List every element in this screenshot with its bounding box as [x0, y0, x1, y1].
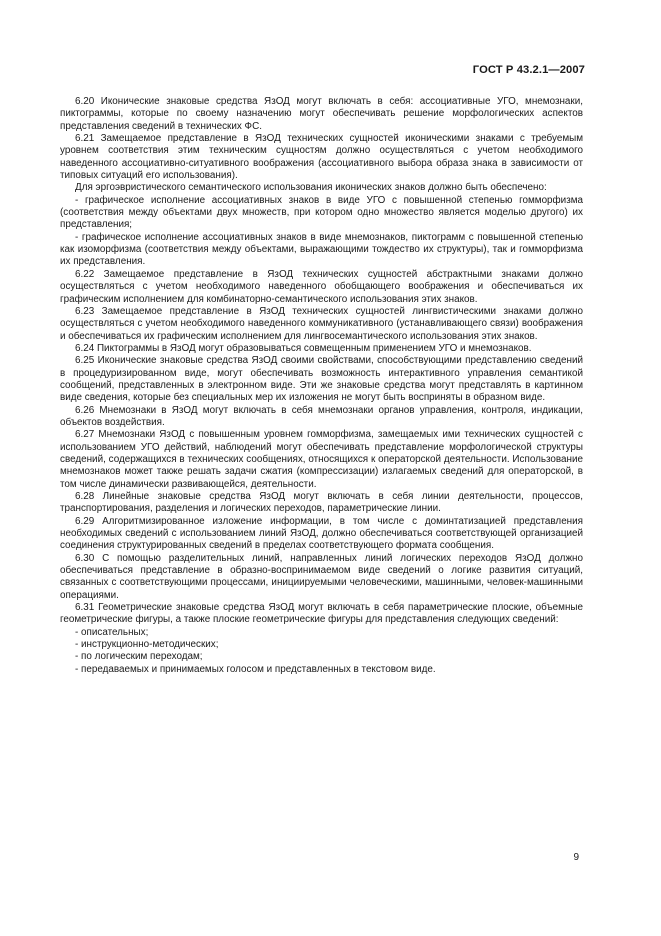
paragraph-intro: Для эргоэвристического семантического использования иконических знаков должно быть обеспечено:: [75, 182, 547, 194]
paragraph-6-25: 6.25 Иконические знаковые средства ЯзОД своими свойствами, способствующими представлению сведений в процедуризированном виде, могут обеспечивать возможность интерактивного управления семантикой сообщений, представленных в электронном виде. Эти же знаковые средства могут представлять в картинном виде сведения, которые без специальных мер их изложения не могут быть восприняты в образном виде.: [60, 355, 583, 404]
paragraph-6-21: 6.21 Замещаемое представление в ЯзОД технических сущностей иконическими знаками с требуемым уровнем соответствия этим техническим сущностям должно осуществляться с учетом необходимого наведенного ассоциативно-ситуативного воображения (ассоциативного выбора образа знака в зависимости от типовых ситуаций его использования).: [60, 133, 583, 182]
paragraph-6-26: 6.26 Мнемознаки в ЯзОД могут включать в себя мнемознаки органов управления, контроля, индикации, объектов воздействия.: [60, 404, 583, 428]
list-item: - передаваемых и принимаемых голосом и представленных в текстовом виде.: [75, 663, 436, 675]
list-item: - графическое исполнение ассоциативных знаков в виде УГО с повышенной степенью гомморфизма (соответствия между объектами двух множеств, при котором одно множество является моделью другого) их представления;: [60, 194, 583, 231]
paragraph-6-22: 6.22 Замещаемое представление в ЯзОД технических сущностей абстрактными знаками должно осуществляться с учетом необходимого наведенного обобщающего воображения и обеспечиваться их графическим исполнением для комбинаторно-семантического использования этих знаков.: [60, 268, 583, 305]
list-item: - графическое исполнение ассоциативных знаков в виде мнемознаков, пиктограмм с повышенной степенью как изоморфизма (соответствия между объектами, выражающими тождество их структуры), так и гомморфизма их представления.: [60, 231, 583, 268]
document-body: [60, 96, 583, 676]
page-number: 9: [573, 852, 579, 863]
paragraph-6-30: 6.30 С помощью разделительных линий, направленных линий логических переходов ЯзОД должно обеспечиваться представление в образно-воспринимаемом виде сведений о логике развития ситуаций, связанных с соответствующими процессами, инициируемыми человеческими, машинными, человек-машинными операциями.: [60, 552, 583, 601]
paragraph-6-29: 6.29 Алгоритмизированное изложение информации, в том числе с доминтатизацией представления необходимых сведений с использованием линий ЯзОД, должно обеспечиваться соответствующей организацией соединения структурированных сведений в пределах соответствующего формата сообщения.: [60, 515, 583, 552]
paragraph-6-28: 6.28 Линейные знаковые средства ЯзОД могут включать в себя линии деятельности, процессов, транспортирования, разделения и логических переходов, параметрические линии.: [60, 491, 583, 515]
document-header: ГОСТ Р 43.2.1—2007: [472, 64, 585, 76]
paragraph-6-27: 6.27 Мнемознаки ЯзОД с повышенным уровнем гомморфизма, замещаемых ими технических сущностей с использованием УГО действий, наблюдений могут обеспечивать представление морфологической структуры сведений, содержащихся в технических сообщениях, относящихся к операторской деятельности. Использование мнемознаков может также решать задачи сжатия (компрессизации) излагаемых сведений для операторской, в том числе динамически развивающейся, деятельности.: [60, 429, 583, 490]
list-item: - описательных;: [75, 626, 149, 638]
paragraph-6-20: 6.20 Иконические знаковые средства ЯзОД могут включать в себя: ассоциативные УГО, мнемознаки, пиктограммы, которые по своему назначению могут обеспечивать решение морфологических аспектов представления сведений в технических ФС.: [60, 96, 583, 132]
paragraph-6-24: 6.24 Пиктограммы в ЯзОД могут образовываться совмещенным применением УГО и мнемознаков.: [75, 342, 532, 354]
paragraph-6-31: 6.31 Геометрические знаковые средства ЯзОД могут включать в себя параметрические плоские, объемные геометрические фигуры, а также плоские геометрические фигуры для представления следующих сведений:: [60, 602, 583, 626]
list-item: - по логическим переходам;: [75, 651, 203, 663]
paragraph-6-23: 6.23 Замещаемое представление в ЯзОД технических сущностей лингвистическими знаками должно осуществляться с учетом необходимого наведенного коммуникативного (устанавливающего связи) воображения и обеспечиваться их графическим исполнением для лингвосемантического использования этих знаков.: [60, 305, 583, 342]
list-item: - инструкционно-методических;: [75, 639, 219, 651]
